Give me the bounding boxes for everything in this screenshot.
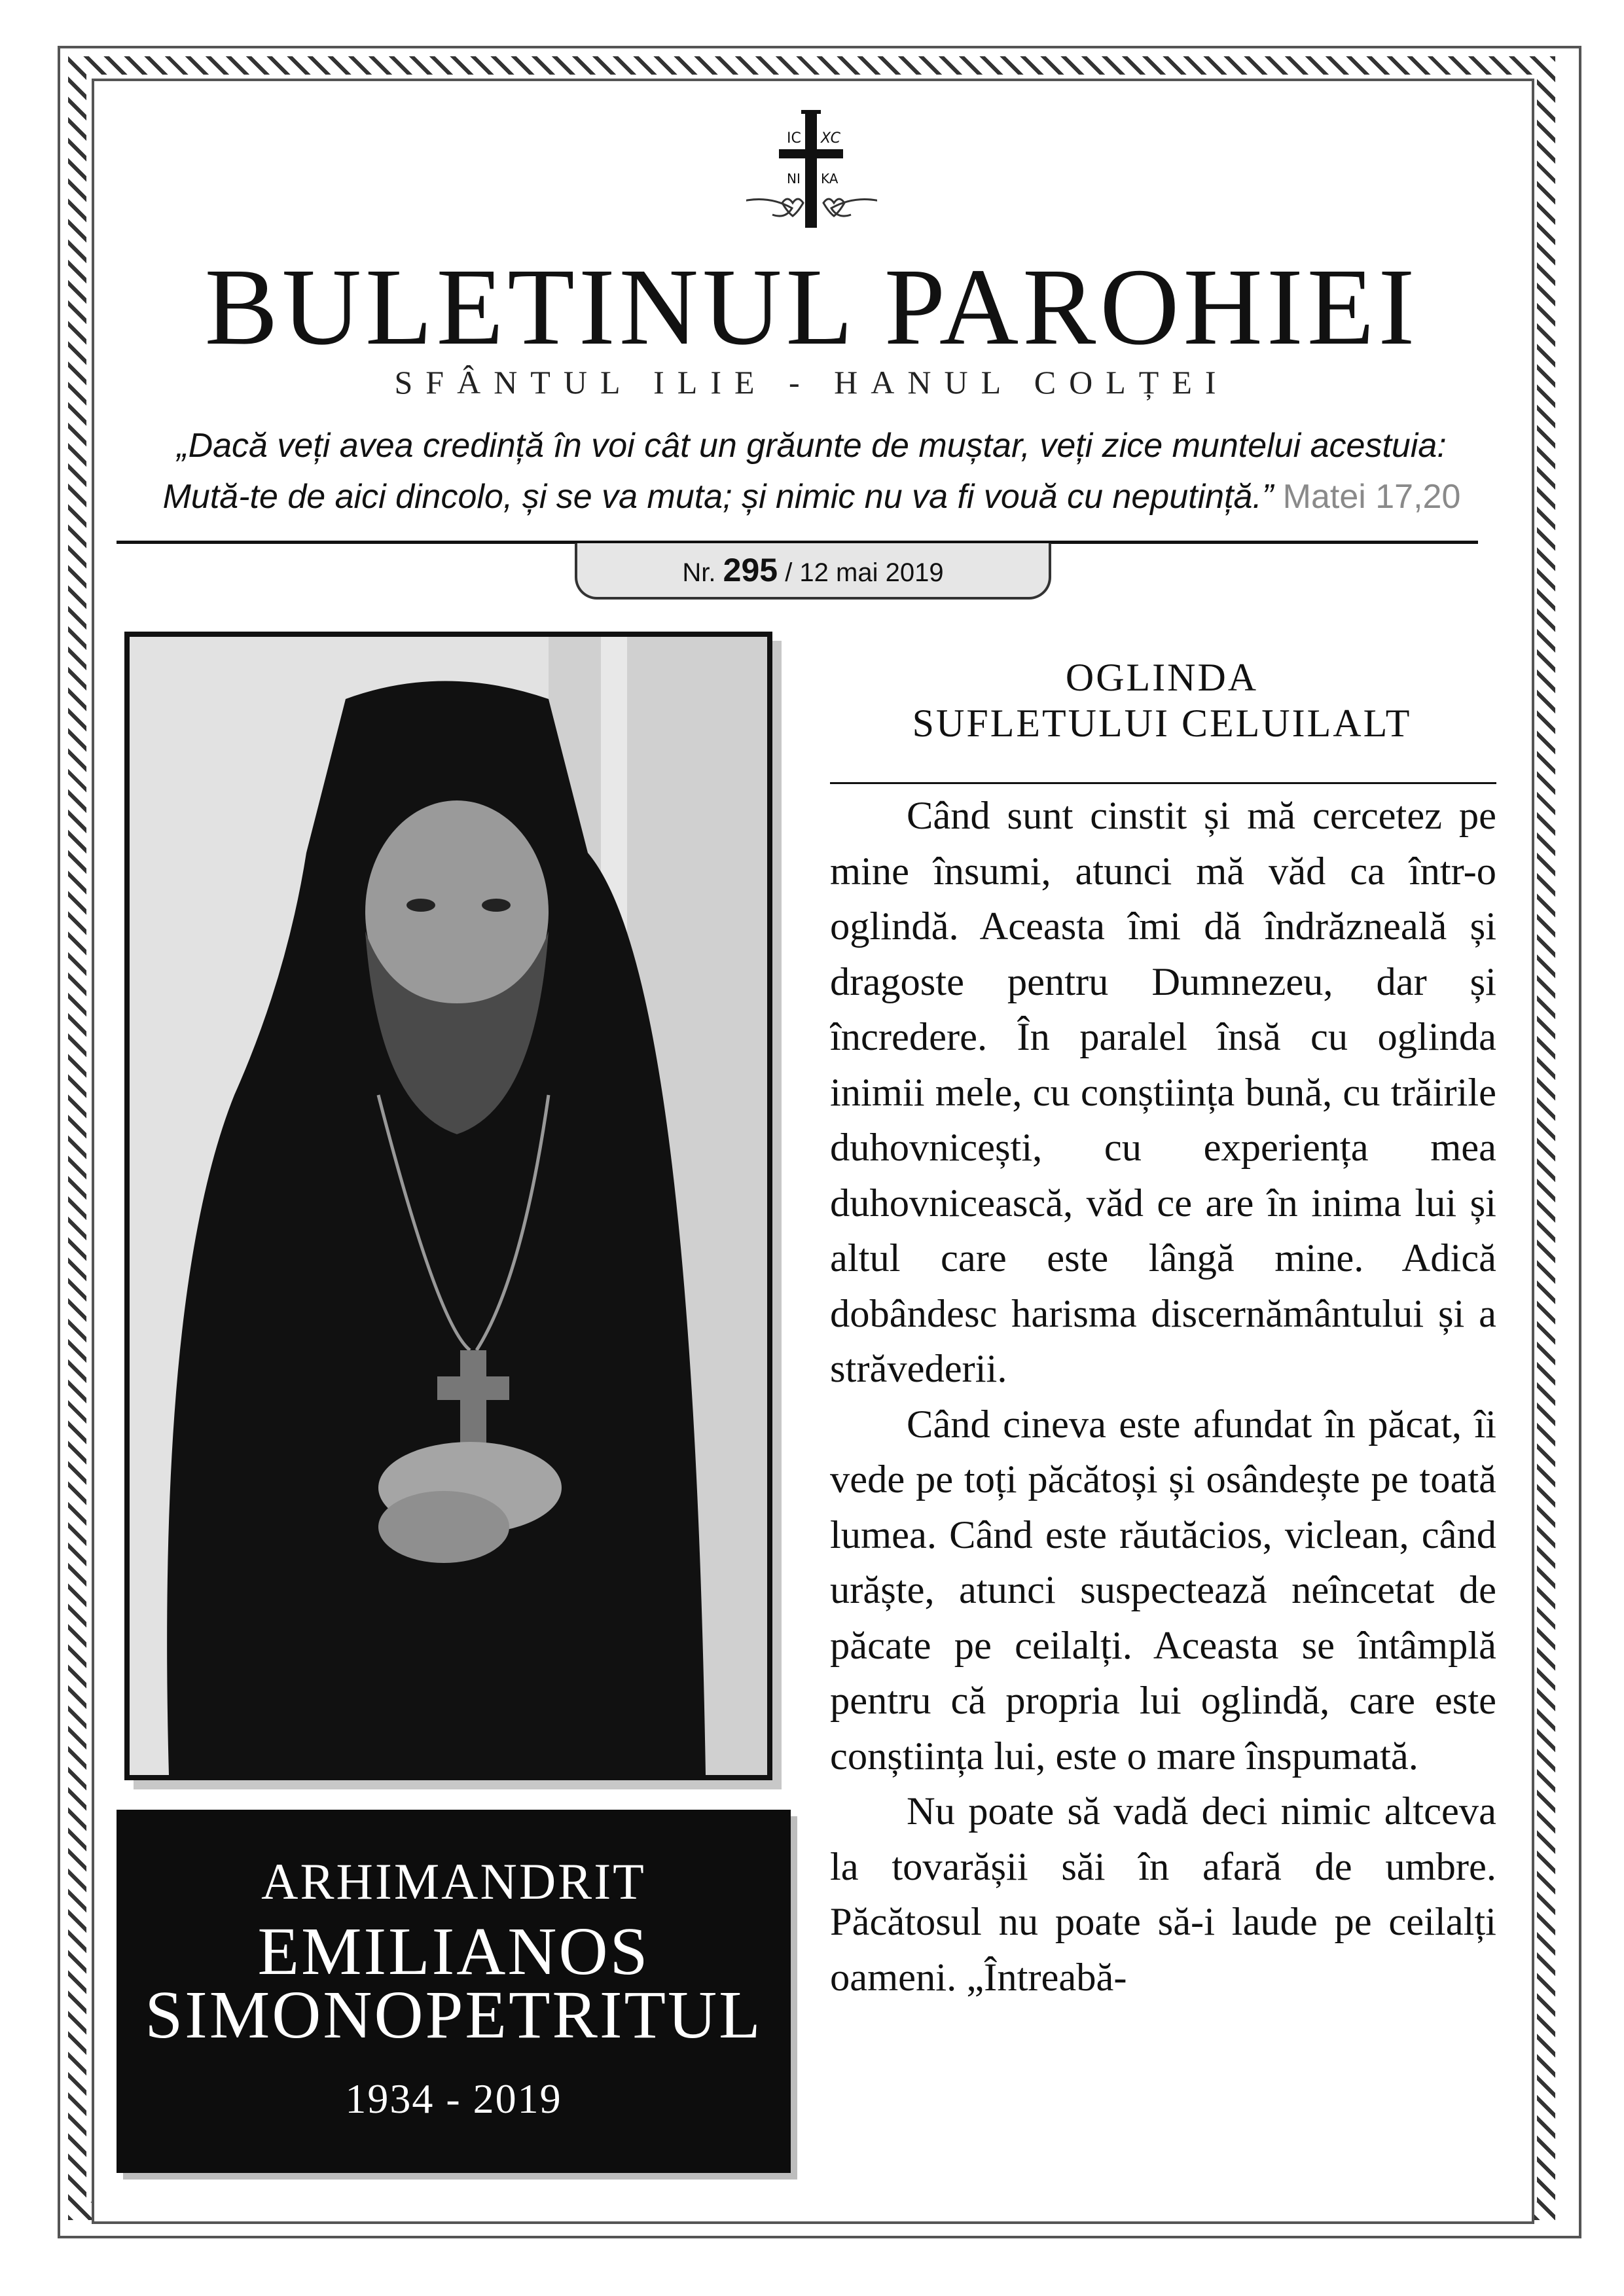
quote-line-2: Mută-te de aici dincolo, și se va muta; și nimic nu va fi vouă cu neputință.” xyxy=(162,478,1274,516)
article-paragraph: Când sunt cinstit și mă cercetez pe mine însumi, atunci mă văd ca într-o oglindă. Aceasta îmi dă îndrăzneală și dragoste pentru Dumnezeu, dar și încredere. În paralel însă cu oglinda inimii mele, cu conștiința bună, cu trăirile duhovnicești, cu experiența mea duhovnicească, văd ce are în inima lui și altul care este lângă mine. Adică dobândesc harisma discernământului și a străvederii. xyxy=(830,794,1496,1391)
nameplate-years: 1934 - 2019 xyxy=(345,2075,562,2122)
article-title-rule xyxy=(830,782,1496,784)
article-title-line-1: OGLINDA xyxy=(1065,656,1259,699)
article-paragraph: Nu poate să vadă deci nimic altceva la tovarășii săi în afară de umbre. Păcătosul nu poate să-i laude pe ceilalți oameni. „Întreabă- xyxy=(830,1789,1496,2000)
article-title-line-2: SUFLETULUI CELUILALT xyxy=(912,702,1412,745)
monogram-ni: NI xyxy=(787,171,801,187)
epigraph-quote xyxy=(111,420,1512,522)
name-plate xyxy=(117,1810,791,2173)
quote-reference: Matei 17,20 xyxy=(1282,478,1461,516)
cross-emblem xyxy=(746,105,877,249)
nameplate-title: ARHIMANDRIT xyxy=(261,1853,646,1910)
article-paragraph: Când cineva este afundat în păcat, îi vede pe toți păcătoși și osândește pe toată lumea. Când este răutăcios, viclean, când urăște, atunci suspectează neîncetat de păcate pe ceilalți. Aceasta se întâmplă pentru că propria lui oglindă, care este conștiința lui, este o mare înspumată. xyxy=(830,1402,1496,1778)
monk-portrait-image xyxy=(130,637,767,1775)
issue-date: / 12 mai 2019 xyxy=(785,558,944,587)
orthodox-cross-icon xyxy=(746,105,877,249)
monogram-xc: XC xyxy=(821,130,841,147)
article-title xyxy=(828,655,1496,746)
portrait-photo xyxy=(124,632,772,1780)
issue-nr-label: Nr. xyxy=(682,558,716,587)
nameplate-name-line-1: EMILIANOS xyxy=(257,1914,650,1989)
nameplate-name-line-2: SIMONOPETRITUL xyxy=(145,1977,763,2053)
masthead-title: BULETINUL PAROHIEI xyxy=(204,246,1419,368)
article-body xyxy=(830,789,1496,2196)
masthead-subtitle: SFÂNTUL ILIE - HANUL COLȚEI xyxy=(394,364,1229,401)
monogram-ka: KA xyxy=(821,171,839,187)
quote-line-1: „Dacă veți avea credință în voi cât un grăunte de muștar, veți zice muntelui acestuia: xyxy=(177,427,1447,465)
issue-number: 295 xyxy=(723,552,778,588)
issue-tab xyxy=(575,543,1051,600)
monogram-ic: IC xyxy=(787,130,801,147)
